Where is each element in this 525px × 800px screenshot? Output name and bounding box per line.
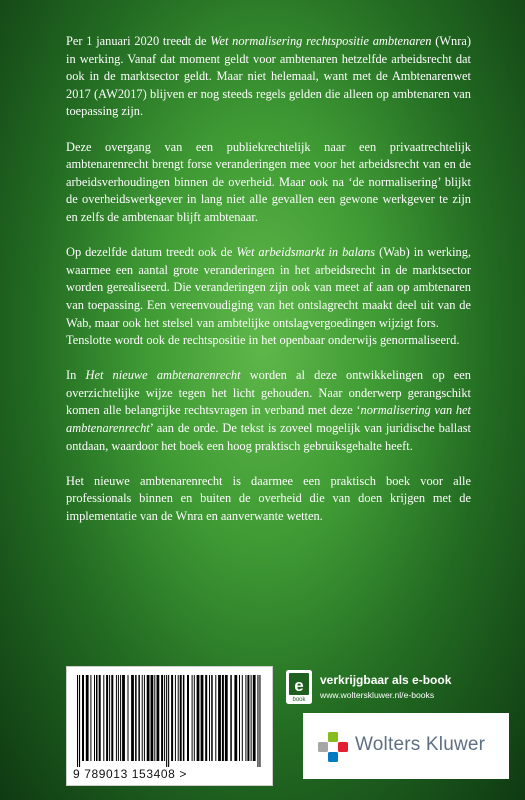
back-cover-blurb bbox=[66, 33, 471, 526]
blurb-paragraph bbox=[66, 139, 471, 227]
blurb-text: (Wnra) in werking. Vanaf dat moment geldt voor ambtenaren hetzelfde arbeidsrecht dat ook in de marktsector geldt. Maar niet helemaal, want met de Ambtenarenwet 2017 (AW2017) blijven er nog steeds regels gelden die alleen op ambtenaren van toepassing zijn. bbox=[66, 34, 471, 119]
italic-title-text: Wet normalisering rechtspositie ambtenaren bbox=[210, 34, 432, 48]
blurb-text: worden al deze ontwikkelingen op een overzichtelijke wijze tegen het licht gehouden. Naar onderwerp gerangschikt komen alle belangrijke rechtsvragen in verband met deze ‘ bbox=[66, 368, 471, 418]
blurb-text: Deze overgang van een publiekrechtelijk naar een privaatrechtelijk ambtenarenrecht brengt forse veranderingen mee voor het arbeidsrecht van en de arbeidsverhoudingen binnen de overheid. Maar ook na ‘de normalisering’ blijkt de overheidswerkgever in lang niet alle gevallen een gewone werkgever te zijn en zelfs de ambtenaar blijft ambtenaar. bbox=[66, 139, 471, 224]
publisher-logo-box bbox=[303, 713, 509, 779]
blurb-paragraph bbox=[66, 33, 471, 121]
ebook-notice bbox=[286, 670, 506, 706]
svg-text:e: e bbox=[294, 676, 304, 695]
blurb-text: Het nieuwe ambtenarenrecht is daarmee een praktisch boek voor alle professionals binnen en buiten de overheid die van doen krijgen met de implementatie van de Wnra en aanverwante wetten. bbox=[66, 473, 471, 524]
publisher-name: Wolters Kluwer bbox=[355, 734, 486, 755]
italic-title-text: normalisering van het ambtenarenrecht bbox=[66, 403, 471, 436]
italic-title-text: Het nieuwe ambtenarenrecht bbox=[85, 368, 241, 383]
barcode-bars bbox=[75, 675, 265, 767]
blurb-paragraph bbox=[66, 244, 471, 350]
blurb-text: (Wab) in werking, waarmee een aantal grote veranderingen in het arbeidsrecht in de marktsector worden gerealiseerd. Die veranderingen zijn ook van meet af aan op ambtenaren van toepassing. Een vereenvoudiging van het ontslagrecht maakt deel uit van de Wab, maar ook het stelsel van ambtelijke ontslagvergoedingen wijzigt fors. bbox=[66, 245, 471, 330]
ebook-url: www.wolterskluwer.nl/e-books bbox=[320, 690, 435, 700]
ebook-title: verkrijgbaar als e-book bbox=[320, 673, 452, 687]
wolters-kluwer-logo-icon bbox=[317, 731, 349, 763]
blurb-paragraph bbox=[66, 473, 471, 526]
blurb-paragraph bbox=[66, 367, 471, 455]
blurb-text: Op dezelfde datum treedt ook de bbox=[66, 245, 237, 260]
blurb-text: Per 1 januari 2020 treedt de bbox=[66, 34, 211, 48]
blurb-text: ’ aan de orde. De tekst is zoveel mogelijk van juridische ballast ontdaan, waardoor het boek een hoog praktisch gebruiksgehalte heeft. bbox=[66, 421, 471, 453]
svg-text:book: book bbox=[292, 697, 306, 703]
ebook-icon bbox=[286, 670, 312, 704]
blurb-text: In bbox=[66, 368, 86, 383]
isbn-barcode bbox=[66, 666, 273, 786]
isbn-number: 9 789013 153408 > bbox=[73, 767, 187, 781]
italic-title-text: Wet arbeidsmarkt in balans bbox=[236, 245, 376, 260]
blurb-text: Tenslotte wordt ook de rechtspositie in het openbaar onderwijs genormaliseerd. bbox=[66, 333, 460, 348]
